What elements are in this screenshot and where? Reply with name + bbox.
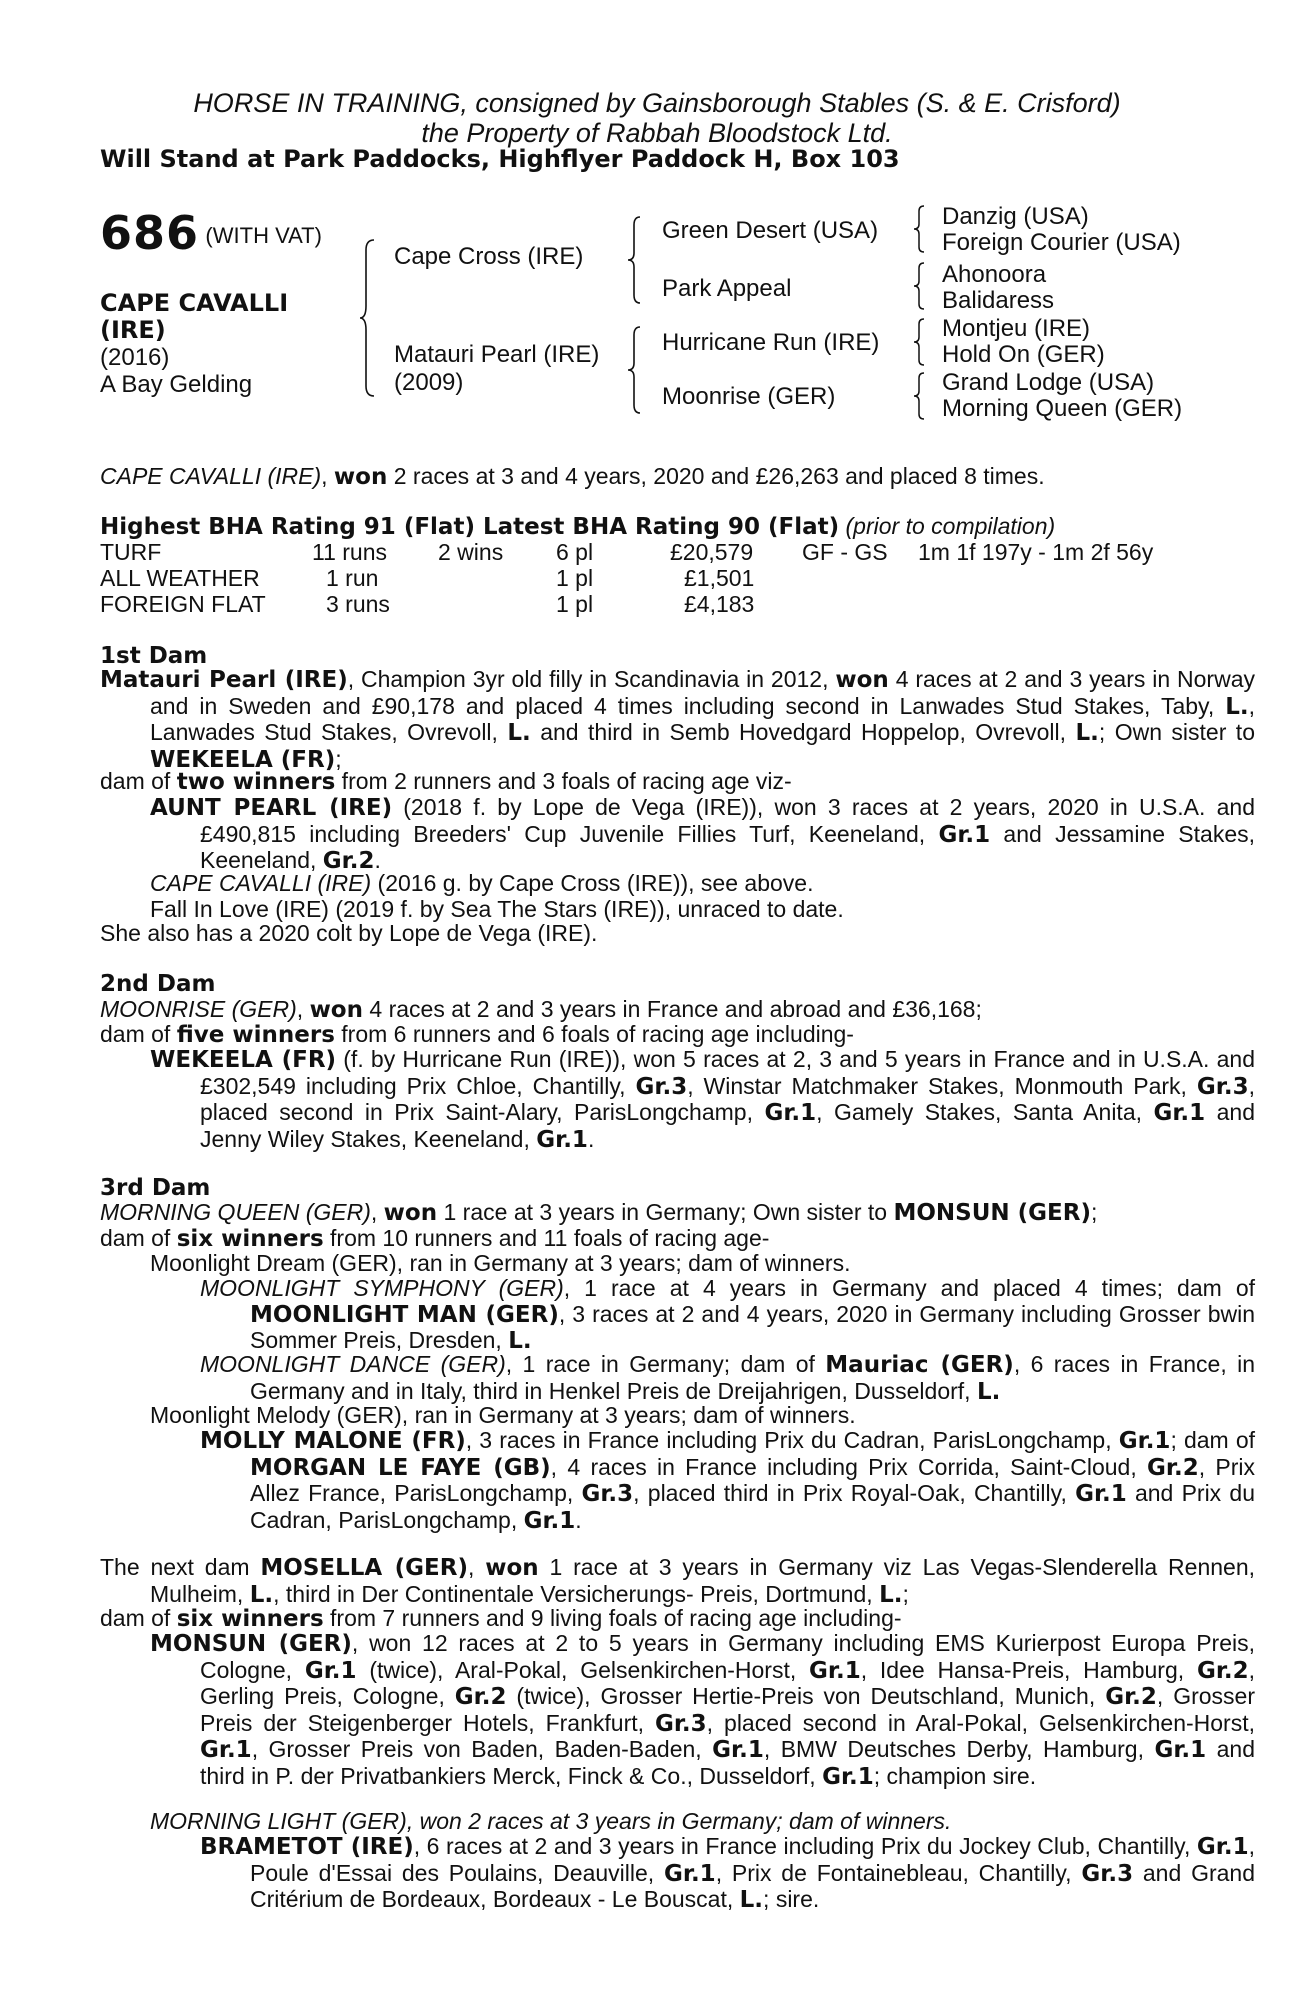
- offspring-name: MOONLIGHT DANCE (GER): [200, 1351, 506, 1377]
- t: ; sire.: [763, 1886, 820, 1912]
- t: , Prix de Fontainebleau, Chantilly,: [715, 1859, 1082, 1886]
- pedigree-brace-dam: [628, 325, 646, 415]
- dam3-heading-text: 3rd Dam: [100, 1175, 211, 1201]
- dam1-offspring-1: [150, 795, 1255, 875]
- offspring-bold: MORGAN LE FAYE (GB): [250, 1454, 551, 1481]
- pl-cell: 6 pl: [556, 539, 594, 565]
- pedigree-brace-sire: [628, 215, 646, 305]
- t: , placed second in Prix Saint-Alary, ParisLongchamp,: [200, 1072, 1255, 1125]
- offspring-name: MONSUN (GER): [150, 1631, 352, 1657]
- offspring-name: MOONLIGHT SYMPHONY (GER): [200, 1275, 564, 1301]
- t: (2018 f. by Lope de Vega (IRE)), won 3 races at 2 years, 2020 in U.S.A. and £490,815 including Breeders' Cup Juvenile Fillies Turf, Keeneland,: [200, 794, 1255, 847]
- t: dam of: [100, 768, 177, 794]
- t: , 1 race in Germany; dam of: [505, 1351, 826, 1377]
- t: , 4 races in France including Prix Corrida, Saint-Cloud,: [550, 1453, 1148, 1480]
- t: , Champion 3yr old filly in Scandinavia in 2012,: [347, 666, 836, 692]
- earn-cell: £4,183: [684, 591, 755, 617]
- dam1-para1: [100, 667, 1255, 773]
- dam3-para1: [100, 1200, 1097, 1227]
- ped-dam-year: (2009): [394, 369, 464, 396]
- dam3-offspring-1: Moonlight Dream (GER), ran in Germany at 3 years; dam of winners.: [150, 1250, 851, 1276]
- won: won: [309, 997, 363, 1023]
- summary-rest: 2 races at 3 and 4 years, 2020 and £26,263 and placed 8 times.: [387, 463, 1045, 489]
- t: 4 races at 2 and 3 years in France and abroad and £36,168;: [363, 996, 982, 1022]
- t: (2016 g. by Cape Cross (IRE)), see above.: [371, 870, 814, 896]
- sister: WEKEELA (FR): [150, 746, 336, 773]
- summary-sep: ,: [321, 463, 334, 489]
- dam2-para2: [100, 1022, 854, 1049]
- t: (f. by Hurricane Run (IRE)), won 5 races at 2, 3 and 5 years in France and in U.S.A. and £302,549 including Prix Chloe, Chantilly,: [200, 1046, 1255, 1099]
- won: won: [485, 1555, 539, 1581]
- surface-cell: TURF: [100, 539, 162, 565]
- runs-cell: 3 runs: [326, 591, 390, 617]
- summary-line: [100, 464, 1045, 491]
- dam2-name: MOONRISE (GER): [100, 996, 297, 1022]
- grade: Gr.1: [938, 821, 991, 848]
- offspring-name: BRAMETOT (IRE): [200, 1834, 414, 1860]
- grade: Gr.3: [1196, 1073, 1249, 1100]
- winners: two winners: [176, 769, 336, 795]
- ped-dss: Montjeu (IRE): [942, 315, 1091, 342]
- dam2-para1: [100, 997, 982, 1024]
- header-line-2: the Property of Rabbah Bloodstock Ltd.: [421, 118, 893, 148]
- t: ,: [296, 996, 310, 1022]
- runs-cell: 1 run: [326, 565, 379, 591]
- t: , Poule d'Essai des Poulains, Deauville,: [250, 1833, 1255, 1886]
- dam2-heading: [100, 971, 215, 998]
- header-line-3: Will Stand at Park Paddocks, Highflyer Paddock H, Box 103: [100, 145, 900, 173]
- ratings-title: [100, 514, 1055, 541]
- grade: Gr.1: [304, 1657, 357, 1684]
- t: , 6 races in France, in Germany and in Italy, third in Henkel Preis de Dreijahrigen, Dusseldorf,: [250, 1351, 1256, 1404]
- t: 4 races at 2 and 3 years in Norway and in Sweden and £90,178 and placed 4 times including second in Lanwades Stud Stakes, Taby,: [150, 666, 1255, 719]
- pedigree-brace-ds: [914, 318, 928, 366]
- t: , BMW Deutsches Derby, Hamburg,: [763, 1736, 1155, 1762]
- pedigree-brace-gen1: [360, 238, 380, 398]
- t: (twice), Aral-Pokal, Gelsenkirchen-Horst,: [356, 1656, 810, 1683]
- surface-cell: FOREIGN FLAT: [100, 591, 266, 617]
- lot-number: 686: [100, 206, 200, 260]
- dam4-grand-1: [200, 1834, 1255, 1914]
- ped-ssd: Foreign Courier (USA): [942, 229, 1181, 256]
- ped-dam: Matauri Pearl (IRE): [394, 341, 600, 368]
- lot-number-block: [100, 206, 322, 260]
- t: , Gamely Stakes, Santa Anita,: [816, 1099, 1154, 1125]
- t: ; champion sire.: [873, 1762, 1037, 1789]
- header-line-1: HORSE IN TRAINING, consigned by Gainsborough Stables (S. & E. Crisford): [193, 88, 1121, 118]
- offspring-bold: Mauriac (GER): [825, 1352, 1014, 1378]
- winners: five winners: [176, 1022, 335, 1048]
- ped-sd: Park Appeal: [662, 275, 792, 302]
- t: .: [374, 847, 381, 873]
- t: 1 race at 3 years in Germany; Own sister to: [437, 1199, 894, 1225]
- t: , placed second in Aral-Pokal, Gelsenkirchen-Horst,: [706, 1709, 1255, 1736]
- t: , Winstar Matchmaker Stakes, Monmouth Park,: [687, 1072, 1197, 1099]
- t: , Gerling Preis, Cologne,: [200, 1656, 1256, 1709]
- earn-cell: £1,501: [684, 565, 755, 591]
- t: , Idee Hansa-Preis, Hamburg,: [860, 1656, 1197, 1683]
- t: ;: [902, 1580, 909, 1607]
- t: , Prix Allez France, ParisLongchamp,: [250, 1453, 1256, 1506]
- pl-cell: 1 pl: [556, 565, 594, 591]
- ped-sds: Ahonoora: [942, 261, 1047, 288]
- t: ,: [370, 1199, 384, 1225]
- horse-info: [100, 344, 252, 398]
- ped-sdd: Balidaress: [942, 287, 1055, 314]
- t: dam of: [100, 1225, 177, 1251]
- t: , placed third in Prix Royal-Oak, Chantilly,: [633, 1480, 1076, 1506]
- grade: Gr.2: [454, 1684, 507, 1710]
- dam1-para2: [100, 769, 792, 796]
- grade: Gr.2: [1105, 1684, 1157, 1710]
- grade: Gr.1: [536, 1126, 588, 1153]
- dam2-heading-text: 2nd Dam: [100, 971, 216, 997]
- horse-year: (2016): [100, 344, 170, 371]
- grade: Gr.1: [1196, 1834, 1249, 1860]
- sister: MONSUN (GER): [893, 1200, 1091, 1226]
- t: dam of: [100, 1605, 177, 1631]
- dam3-name: MORNING QUEEN (GER): [100, 1199, 371, 1225]
- t: dam of: [100, 1021, 177, 1047]
- t: , 6 races at 2 and 3 years in France including Prix du Jockey Club, Chantilly,: [413, 1833, 1197, 1859]
- dam3-heading: [100, 1175, 210, 1202]
- grade: Gr.1: [1153, 1100, 1206, 1126]
- dam4-para2: [100, 1606, 902, 1633]
- grade: Gr.1: [712, 1737, 764, 1763]
- grade: Gr.3: [1081, 1860, 1134, 1887]
- grade: Gr.2: [322, 848, 375, 874]
- offspring-name: WEKEELA (FR): [150, 1047, 337, 1073]
- horse-name: [100, 290, 288, 344]
- horse-name-line1: CAPE CAVALLI: [100, 289, 289, 317]
- pl-cell: 1 pl: [556, 591, 594, 617]
- grade: Gr.1: [764, 1100, 817, 1126]
- listed: L.: [879, 1581, 903, 1608]
- grade: Gr.2: [1196, 1657, 1249, 1684]
- t: from 10 runners and 11 foals of racing age-: [323, 1225, 770, 1251]
- winners: six winners: [176, 1226, 324, 1252]
- t: from 2 runners and 3 foals of racing age viz-: [335, 768, 792, 794]
- dam3-offspring-2: Moonlight Melody (GER), ran in Germany at 3 years; dam of winners.: [150, 1402, 856, 1428]
- offspring-name: AUNT PEARL (IRE): [150, 795, 393, 821]
- t: ,: [468, 1554, 486, 1580]
- summary-won: won: [333, 464, 388, 490]
- surface-cell: ALL WEATHER: [100, 565, 260, 591]
- horse-name-line2: (IRE): [100, 316, 166, 344]
- t: , 3 races at 2 and 4 years, 2020 in Germany including Grosser bwin Sommer Preis, Dresden,: [250, 1300, 1255, 1353]
- t: and third in P. der Privatbankiers Merck, Finck & Co., Dusseldorf,: [200, 1736, 1256, 1789]
- offspring-name: CAPE CAVALLI (IRE): [150, 870, 372, 896]
- t: , third in Der Continentale Versicherungs- Preis, Dortmund,: [273, 1580, 880, 1607]
- listed: L.: [508, 1328, 532, 1354]
- grade: Gr.1: [1118, 1428, 1171, 1454]
- dam3-para2: [100, 1226, 769, 1253]
- t: .: [575, 1506, 582, 1533]
- t: and Jenny Wiley Stakes, Keeneland,: [200, 1099, 1256, 1152]
- dam1-offspring-3: Fall In Love (IRE) (2019 f. by Sea The Stars (IRE)), unraced to date.: [150, 896, 844, 922]
- t: ;: [335, 745, 342, 772]
- t: and Prix du Cadran, ParisLongchamp,: [250, 1480, 1255, 1533]
- going-cell: GF - GS: [802, 539, 888, 565]
- ped-dd: Moonrise (GER): [662, 383, 836, 410]
- t: ; dam of: [1170, 1427, 1255, 1453]
- dam4-offspring-2: MORNING LIGHT (GER), won 2 races at 3 years in Germany; dam of winners.: [150, 1808, 952, 1834]
- offspring-bold: MOONLIGHT MAN (GER): [250, 1301, 559, 1328]
- dist-cell: 1m 1f 197y - 1m 2f 56y: [918, 539, 1154, 565]
- dam1-note: She also has a 2020 colt by Lope de Vega (IRE).: [100, 920, 598, 946]
- dam1-heading: [100, 643, 207, 670]
- t: and third in Semb Hovedgard Hoppelop, Ovrevoll,: [530, 719, 1076, 745]
- pedigree-brace-sd: [914, 262, 928, 310]
- vat-label: (WITH VAT): [205, 223, 322, 248]
- ped-dds: Grand Lodge (USA): [942, 369, 1155, 396]
- t: , won 12 races at 2 to 5 years in Germany including EMS Kurierpost Europa Preis, Cologne,: [200, 1630, 1256, 1683]
- t: , 1 race at 4 years in Germany and placed 4 times; dam of: [563, 1275, 1256, 1301]
- grade: Gr.1: [1075, 1481, 1127, 1507]
- winners: six winners: [176, 1606, 324, 1632]
- listed: L.: [1225, 693, 1249, 720]
- dam2-offspring-1: [150, 1047, 1255, 1153]
- t: ;: [1090, 1199, 1098, 1225]
- grade: Gr.2: [1147, 1454, 1199, 1481]
- won: won: [383, 1200, 438, 1226]
- t: .: [587, 1125, 595, 1152]
- runs-cell: 11 runs: [312, 539, 388, 565]
- dam4-para1: [100, 1555, 1255, 1608]
- t: , Grosser Preis der Steigenberger Hotels, Frankfurt,: [200, 1683, 1255, 1736]
- listed: L.: [249, 1581, 274, 1608]
- dam1-heading-text: 1st Dam: [100, 643, 208, 669]
- pedigree-brace-dd: [914, 372, 928, 420]
- summary-name: CAPE CAVALLI (IRE): [100, 463, 322, 489]
- wins-cell: 2 wins: [438, 539, 504, 565]
- t: 1 race at 3 years in Germany viz Las Vegas-Slenderella Rennen, Mulheim,: [150, 1554, 1255, 1607]
- horse-desc: A Bay Gelding: [100, 371, 253, 398]
- listed: L.: [976, 1378, 1001, 1405]
- dam3-grand-1: [200, 1276, 1255, 1355]
- dam3-grand-3: [200, 1428, 1255, 1534]
- ped-sire: Cape Cross (IRE): [394, 243, 584, 270]
- grade: Gr.3: [654, 1710, 707, 1737]
- dam4-name: MOSELLA (GER): [260, 1555, 468, 1581]
- ped-dsd: Hold On (GER): [942, 341, 1105, 368]
- dam3-grand-2: [200, 1352, 1255, 1405]
- t: from 7 runners and 9 living foals of racing age including-: [323, 1605, 902, 1631]
- dam4-offspring-1: [150, 1631, 1255, 1790]
- ped-sss: Danzig (USA): [942, 203, 1089, 230]
- t: and Jessamine Stakes, Keeneland,: [200, 820, 1256, 873]
- offspring-name: MOLLY MALONE (FR): [200, 1428, 466, 1454]
- t: The next dam: [100, 1554, 261, 1580]
- grade: Gr.1: [809, 1657, 861, 1684]
- listed: L.: [739, 1887, 764, 1913]
- dam1-offspring-2: [150, 871, 813, 897]
- t: (twice), Grosser Hertie-Preis von Deutschland, Munich,: [506, 1683, 1106, 1709]
- ratings-title-text: Highest BHA Rating 91 (Flat) Latest BHA Rating 90 (Flat): [100, 514, 840, 540]
- grade: Gr.3: [635, 1073, 688, 1100]
- t: , Lanwades Stud Stakes, Ovrevoll,: [150, 692, 1255, 745]
- won: won: [835, 667, 889, 693]
- t: ; Own sister to: [1098, 719, 1255, 745]
- t: from 6 runners and 6 foals of racing age including-: [334, 1021, 854, 1047]
- listed: L.: [507, 720, 531, 746]
- grade: Gr.1: [822, 1763, 874, 1790]
- ped-ds: Hurricane Run (IRE): [662, 329, 880, 356]
- ped-ss: Green Desert (USA): [662, 217, 879, 244]
- earn-cell: £20,579: [670, 539, 754, 565]
- grade: Gr.1: [1154, 1737, 1207, 1763]
- grade: Gr.1: [200, 1737, 252, 1763]
- ped-ddd: Morning Queen (GER): [942, 395, 1183, 422]
- grade: Gr.1: [523, 1507, 576, 1534]
- listed: L.: [1075, 720, 1099, 746]
- t: , Grosser Preis von Baden, Baden-Baden,: [251, 1736, 713, 1762]
- dam1-name: Matauri Pearl (IRE): [100, 667, 348, 693]
- pedigree-brace-ss: [914, 205, 928, 253]
- grade: Gr.1: [664, 1860, 716, 1887]
- t: and Grand Critérium de Bordeaux, Bordeaux - Le Bouscat,: [250, 1859, 1255, 1912]
- t: , 3 races in France including Prix du Cadran, ParisLongchamp,: [465, 1427, 1119, 1453]
- grade: Gr.3: [581, 1481, 634, 1507]
- ratings-note: (prior to compilation): [839, 513, 1056, 539]
